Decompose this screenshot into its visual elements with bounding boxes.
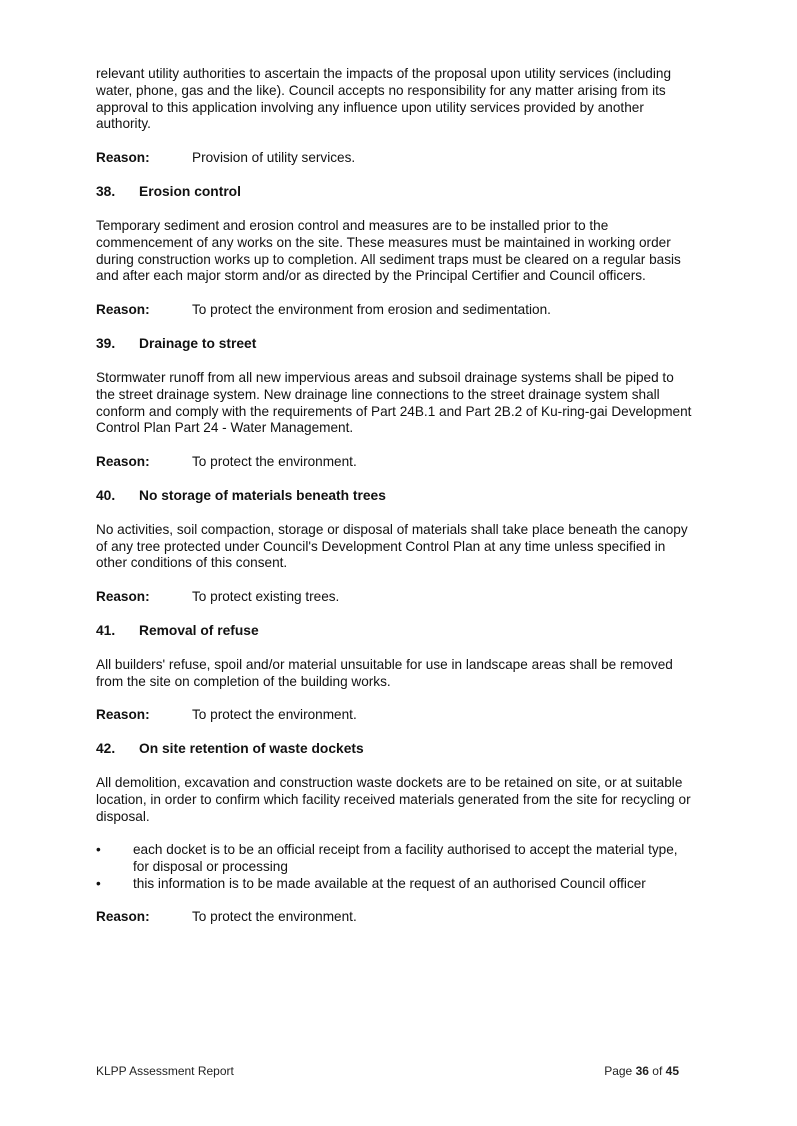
condition-38-body: Temporary sediment and erosion control and measures are to be installed prior to the commencement of any works on the site. These measures must be maintained in working order during construction works up to completion. All sediment traps must be cleared on a regular basis and after each major storm and/or as directed by the Principal Certifier and Council officers.: [96, 217, 681, 284]
report-name: KLPP Assessment Report: [96, 1064, 234, 1078]
page-number: 36: [635, 1064, 649, 1078]
reason-text: To protect the environment.: [192, 707, 357, 723]
condition-number: 40.: [96, 487, 116, 503]
list-item: [96, 842, 696, 876]
condition-number: 39.: [96, 335, 116, 351]
condition-39-heading: [96, 336, 696, 353]
page-indicator: [604, 1064, 679, 1078]
reason-label: Reason:: [96, 453, 150, 469]
condition-42-body: All demolition, excavation and construction waste dockets are to be retained on site, or at suitable location, in order to confirm which facility received materials generated from the site for recycling or disposal.: [96, 775, 691, 824]
reason-label: Reason:: [96, 909, 150, 925]
condition-title: No storage of materials beneath trees: [139, 487, 386, 503]
condition-41-heading: [96, 623, 696, 640]
condition-39-reason: [96, 454, 696, 471]
condition-38-heading: [96, 184, 696, 201]
reason-label: Reason:: [96, 588, 150, 604]
condition-number: 41.: [96, 623, 116, 639]
condition-title: Removal of refuse: [139, 623, 259, 639]
list-item-text: each docket is to be an official receipt from a facility authorised to accept the material type, for disposal or processing: [133, 842, 678, 875]
condition-40-body: No activities, soil compaction, storage or disposal of materials shall take place beneath the canopy of any tree protected under Council's Development Control Plan at any time unless specified in other conditions of this consent.: [96, 521, 688, 571]
intro-paragraph: relevant utility authorities to ascertain the impacts of the proposal upon utility services (including water, phone, gas and the like). Council accepts no responsibility for any matter arising from its approval to this application involving any influence upon utility services provided by another authority.: [96, 66, 672, 132]
page-of: of: [652, 1064, 663, 1078]
condition-42-heading: [96, 741, 696, 758]
document-page: [96, 66, 696, 944]
reason-text: To protect existing trees.: [192, 588, 340, 604]
condition-42-reason: [96, 909, 696, 926]
list-item-text: this information is to be made available at the request of an authorised Council officer: [133, 875, 646, 891]
page-footer: [96, 1064, 679, 1078]
page-prefix: Page: [604, 1064, 633, 1078]
page-total: 45: [665, 1064, 679, 1078]
condition-40-reason: [96, 589, 696, 606]
condition-38-reason: [96, 302, 696, 319]
reason-text: To protect the environment.: [192, 909, 357, 925]
condition-title: Drainage to street: [139, 335, 257, 351]
bullet-icon: •: [96, 842, 101, 858]
list-item: [96, 876, 696, 893]
condition-title: On site retention of waste dockets: [139, 741, 364, 757]
condition-number: 42.: [96, 741, 116, 757]
reason-label: Reason:: [96, 149, 150, 165]
condition-41-body: All builders' refuse, spoil and/or material unsuitable for use in landscape areas shall be removed from the site on completion of the building works.: [96, 657, 673, 689]
condition-39-body: Stormwater runoff from all new impervious areas and subsoil drainage systems shall be piped to the street drainage system. New drainage line connections to the street drainage system shall conform and comply with the requirements of Part 24B.1 and Part 2B.2 of Ku-ring-gai Development Control Plan Part 24 - Water Management.: [96, 369, 692, 436]
condition-40-heading: [96, 488, 696, 505]
reason-label: Reason:: [96, 707, 150, 723]
bullet-icon: •: [96, 875, 101, 891]
condition-title: Erosion control: [139, 183, 241, 199]
intro-reason: [96, 150, 696, 167]
condition-41-reason: [96, 707, 696, 724]
condition-number: 38.: [96, 183, 116, 199]
reason-text: To protect the environment from erosion and sedimentation.: [192, 301, 551, 317]
reason-text: Provision of utility services.: [192, 149, 356, 165]
reason-label: Reason:: [96, 301, 150, 317]
condition-42-bullet-list: [96, 842, 696, 892]
reason-text: To protect the environment.: [192, 453, 357, 469]
